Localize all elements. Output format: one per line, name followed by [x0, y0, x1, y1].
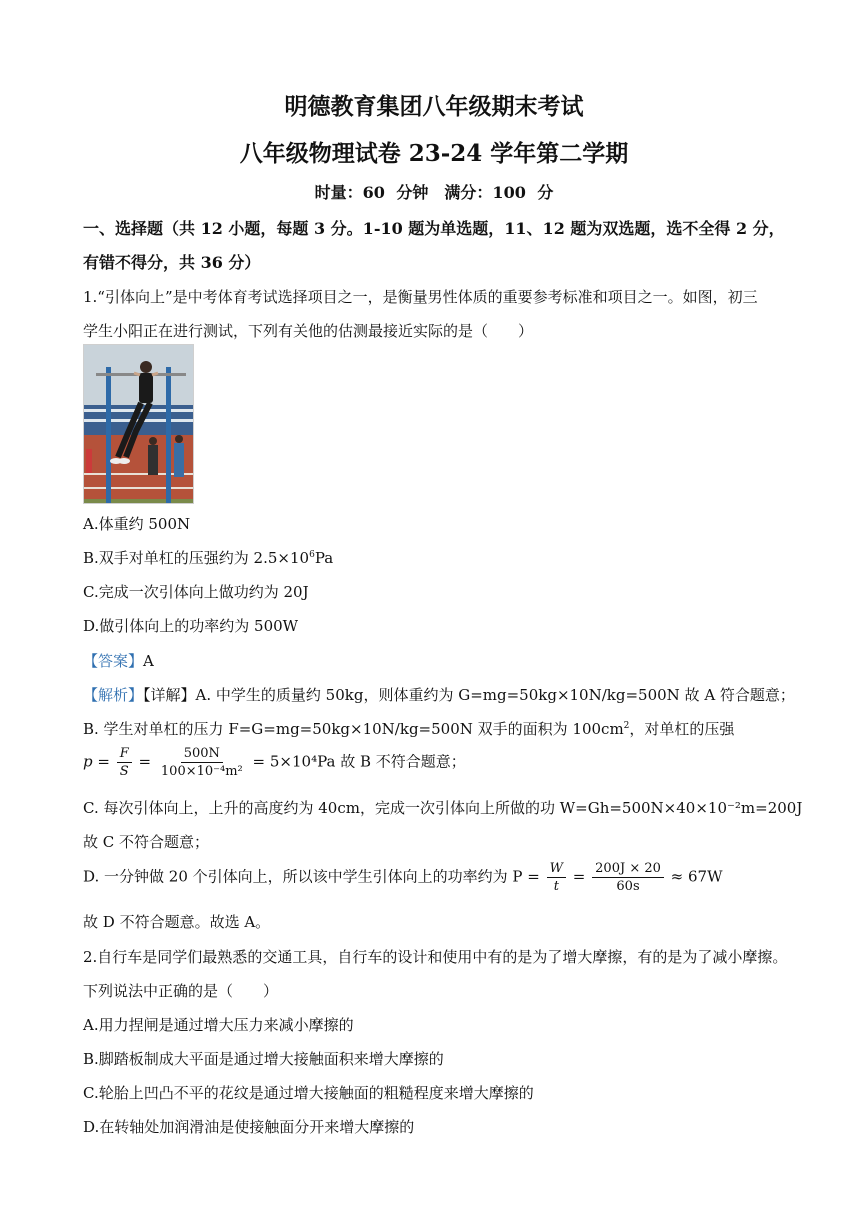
- q1-explanation-b2: [83, 745, 466, 780]
- fraction-den: S: [119, 764, 129, 779]
- answer-tag: 【答案】: [83, 652, 144, 670]
- pressure-result: = 5×10⁴Pa 故 B 不符合题意；: [252, 752, 466, 771]
- fraction-den: 100×10⁻⁴m²: [160, 764, 243, 779]
- answer-value: A: [143, 652, 154, 670]
- fraction-num: 200J × 20: [592, 860, 664, 878]
- q1-option-b: [83, 547, 333, 568]
- equals-sign: =: [572, 867, 586, 886]
- q1-explanation-c1: C. 每次引体向上，上升的高度约为 40cm，完成一次引体向上所做的功 W=Gh=500N×40×10⁻²m=200J: [83, 799, 803, 817]
- q1-option-b-exp: 6: [309, 550, 315, 560]
- fraction-f-over-s: [117, 745, 132, 780]
- q2-option-d: D.在转轴处加润滑油是使接触面分开来增大摩擦的: [83, 1118, 415, 1136]
- equals-sign: =: [138, 752, 152, 771]
- exam-subtitle: 八年级物理试卷 23-24 学年第二学期: [239, 140, 629, 167]
- q1-explanation-d1: [83, 860, 723, 895]
- explanation-d1-text: D. 一分钟做 20 个引体向上，所以该中学生引体向上的功率约为 P =: [83, 867, 540, 886]
- q2-option-a: A.用力捏闸是通过增大压力来减小摩擦的: [83, 1016, 354, 1034]
- fraction-w-over-t: [547, 860, 566, 895]
- q1-explanation-c2: 故 C 不符合题意；: [83, 833, 210, 851]
- q2-stem-line1: 2.自行车是同学们最熟悉的交通工具，自行车的设计和使用中有的是为了增大摩擦，有的是为了减小摩擦。: [83, 948, 788, 966]
- q1-answer: [83, 650, 154, 671]
- fraction-num: 500N: [181, 745, 223, 763]
- detail-tag: 【详解】: [143, 686, 196, 704]
- q1-option-b-unit: Pa: [314, 549, 334, 567]
- q1-explanation-d2: 故 D 不符合题意。故选 A。: [83, 913, 271, 931]
- q1-explanation-a: [83, 684, 795, 705]
- power-result: ≈ 67W: [670, 867, 723, 886]
- q2-option-b: B.脚踏板制成大平面是通过增大接触面积来增大摩擦的: [83, 1050, 444, 1068]
- q1-option-b-text: B.双手对单杠的压强约为 2.5×10: [83, 549, 310, 567]
- fraction-num: F: [117, 745, 132, 763]
- analysis-tag: 【解析】: [83, 686, 144, 704]
- fraction-num: W: [547, 860, 566, 878]
- pressure-lhs: p =: [83, 752, 110, 771]
- exam-meta: 时量：60 分钟 满分：100 分: [314, 183, 554, 202]
- fraction-den: 60s: [616, 879, 640, 894]
- q2-stem-line2: 下列说法中正确的是（ ）: [83, 982, 279, 1000]
- fraction-den: t: [553, 879, 559, 894]
- pullup-photo-icon: [84, 345, 193, 503]
- q1-explanation-b1: [83, 718, 734, 739]
- q1-stem-line2: 学生小阳正在进行测试，下列有关他的估测最接近实际的是（ ）: [83, 322, 534, 340]
- q1-option-a: A.体重约 500N: [83, 515, 191, 533]
- q1-option-c: C.完成一次引体向上做功约为 20J: [83, 583, 309, 601]
- explanation-b1-text: B. 学生对单杠的压力 F=G=mg=50kg×10N/kg=500N 双手的面积为 100cm: [83, 720, 624, 738]
- q1-option-d: D.做引体向上的功率约为 500W: [83, 617, 299, 635]
- explanation-b1-exp: 2: [623, 721, 630, 731]
- q1-stem-line1: 1.“引体向上”是中考体育考试选择项目之一，是衡量男性体质的重要参考标准和项目之一。如图，初三: [83, 288, 758, 306]
- section-heading-line2: 有错不得分，共 36 分）: [83, 253, 261, 272]
- explanation-b1-suffix: ，对单杠的压强: [629, 720, 735, 738]
- fraction-values: [158, 745, 246, 780]
- pullup-photo: [83, 344, 194, 504]
- exam-title: 明德教育集团八年级期末考试: [284, 93, 584, 120]
- fraction-values: [592, 860, 664, 895]
- explanation-a-text: A. 中学生的质量约 50kg，则体重约为 G=mg=50kg×10N/kg=500N 故 A 符合题意；: [195, 686, 795, 704]
- q2-option-c: C.轮胎上凹凸不平的花纹是通过增大接触面的粗糙程度来增大摩擦的: [83, 1084, 534, 1102]
- section-heading-line1: 一、选择题（共 12 小题，每题 3 分。1-10 题为单选题，11、12 题为双选题，选不全得 2 分，: [83, 219, 785, 238]
